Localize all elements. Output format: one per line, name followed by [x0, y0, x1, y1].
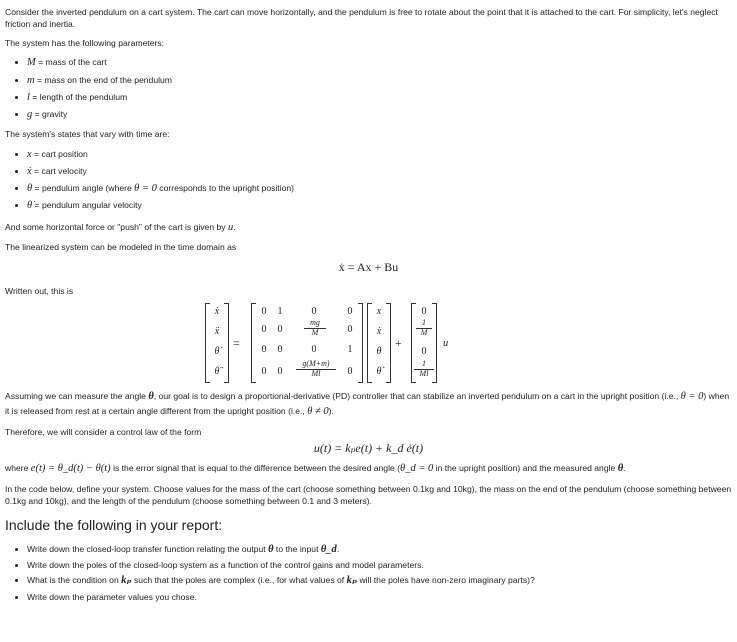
matrix-entry: 0 [261, 306, 267, 318]
matrix-entry: 0 [311, 344, 317, 356]
matrix-entry: 0 [347, 324, 353, 336]
state-space-matrix-equation [5, 303, 732, 389]
linear-line: The linearized system can be modeled in the time domain as [5, 241, 237, 252]
math-inline: θ_d = 0 [400, 463, 434, 475]
fraction-1-over-Ml: $\frac{1}{Ml}$ [414, 360, 434, 379]
math-symbol: kₚ [121, 575, 132, 587]
list-item: • g = gravity [27, 107, 732, 122]
state-space-equation: ẋ = Ax + Bu [338, 260, 399, 275]
math-symbol: θ [268, 543, 274, 555]
state-vector [367, 303, 391, 383]
math-symbol: kₚ [346, 575, 358, 587]
list-item: • ẋ = cart velocity [27, 164, 732, 179]
matrix-entry: 0 [277, 324, 283, 336]
math-inline: θ = 0 [680, 391, 704, 403]
matrix-entry: θ̇ [376, 366, 382, 378]
matrix-entry: 0 [421, 346, 427, 358]
math-symbol: u [227, 221, 234, 233]
states-heading: The system's states that vary with time are: [5, 129, 170, 140]
matrix-entry: ẍ [214, 326, 220, 338]
list-item: • Write down the closed-loop transfer function relating the output θ to the input θ_d. [27, 542, 732, 557]
matrix-entry: 0 [261, 324, 267, 336]
params-list [5, 55, 732, 122]
states-list [5, 147, 732, 214]
math-symbol: θ_d [320, 543, 337, 555]
b-vector [411, 303, 437, 383]
matrix-entry: θ̇ [214, 346, 220, 358]
params-heading: The system has the following parameters: [5, 37, 165, 48]
control-law-equation: u(t) = kₚe(t) + k_d ė(t) [313, 440, 424, 455]
list-item: • l = length of the pendulum [27, 90, 732, 105]
math-symbol: ẋ [27, 165, 32, 177]
matrix-entry: 0 [277, 366, 283, 378]
math-symbol: x [27, 148, 32, 160]
matrix-entry: θ [376, 346, 382, 358]
matrix-entry: 0 [347, 366, 353, 378]
force-line: And some horizontal force or "push" of the cart is given by u. [5, 221, 236, 233]
matrix-entry: 0 [311, 306, 317, 318]
matrix-entry: 0 [277, 344, 283, 356]
report-list [5, 542, 732, 603]
code-paragraph: In the code below, define your system. Choose values for the mass of the cart (choose something between 0.1kg and 10kg), the mass on the end of the pendulum (choose something between 0.1kg and 10kg), and the length of the pendulum (choose something between 0.1 and 3 meters). [5, 483, 732, 507]
fraction-gMm-over-Ml: $\frac{g(M+m)}{Ml}$ [296, 360, 336, 379]
where-paragraph: where e(t) = θ_d(t) − θ(t) is the error signal that is equal to the difference between the desired angle (θ_d = 0 in the upright position) and the measured angle θ. [5, 463, 626, 475]
math-symbol: θ [617, 463, 624, 475]
list-item: • θ̇ = pendulum angular velocity [27, 198, 732, 213]
assume-paragraph: Assuming we can measure the angle θ, our goal is to design a proportional-derivative (PD) controller that can stabilize an inverted pendulum on a cart in the upright position (i.e., θ = 0) when it is released from rest at a certain angle different from the upright position (i.e., θ ≠ 0). [5, 391, 730, 418]
control-line: Therefore, we will consider a control law of the form [5, 426, 202, 437]
matrix-entry: 1 [347, 344, 353, 356]
matrix-entry: ẋ [214, 306, 220, 318]
matrix-entry: 0 [421, 306, 427, 318]
intro-paragraph: Consider the inverted pendulum on a cart system. The cart can move horizontally, and the pendulum is free to rotate about the point that it is attached to the cart. For simplicity, let's neglect friction and inertia. [5, 7, 718, 30]
math-symbol: m [27, 74, 35, 86]
matrix-entry: 0 [261, 344, 267, 356]
matrix-entry: 1 [277, 306, 283, 318]
math-inline: θ = 0 [134, 183, 157, 195]
matrix-entry: 0 [347, 306, 353, 318]
input-symbol: u [443, 338, 449, 350]
math-symbol: θ̇ [27, 200, 33, 212]
written-line: Written out, this is [5, 285, 74, 296]
list-item: • θ = pendulum angle (where θ = 0 corresponds to the upright position) [27, 181, 732, 196]
math-inline: e(t) = θ_d(t) − θ(t) [30, 463, 111, 475]
list-item: • m = mass on the end of the pendulum [27, 73, 732, 88]
lhs-vector [205, 303, 229, 383]
report-heading: Include the following in your report: [5, 517, 223, 534]
matrix-entry: θ̈ [214, 366, 220, 378]
list-item: • Write down the parameter values you chose. [27, 591, 732, 603]
matrix-entry: 0 [261, 366, 267, 378]
fraction-mg-over-m: $\frac{mg}{M}$ [304, 319, 326, 338]
list-item: • x = cart position [27, 147, 732, 162]
list-item: • What is the condition on kₚ such that the poles are complex (i.e., for what values of kₚ will the poles have non-zero imaginary parts)? [27, 573, 732, 588]
plus-sign: + [395, 336, 402, 351]
math-symbol: θ [27, 183, 33, 195]
fraction-1-over-M: $\frac{1}{M}$ [416, 319, 432, 338]
list-item: • Write down the poles of the closed-loop system as a function of the control gains and model parameters. [27, 559, 732, 571]
math-inline: θ ≠ 0 [307, 406, 329, 418]
math-symbol: M [27, 57, 36, 69]
equals-sign: = [233, 336, 240, 351]
matrix-entry: ẋ [376, 326, 382, 338]
math-symbol: θ [148, 391, 154, 403]
a-matrix [251, 303, 363, 383]
matrix-entry: x [376, 306, 382, 318]
list-item: • M = mass of the cart [27, 55, 732, 70]
math-symbol: l [27, 91, 30, 103]
math-symbol: g [27, 109, 33, 121]
